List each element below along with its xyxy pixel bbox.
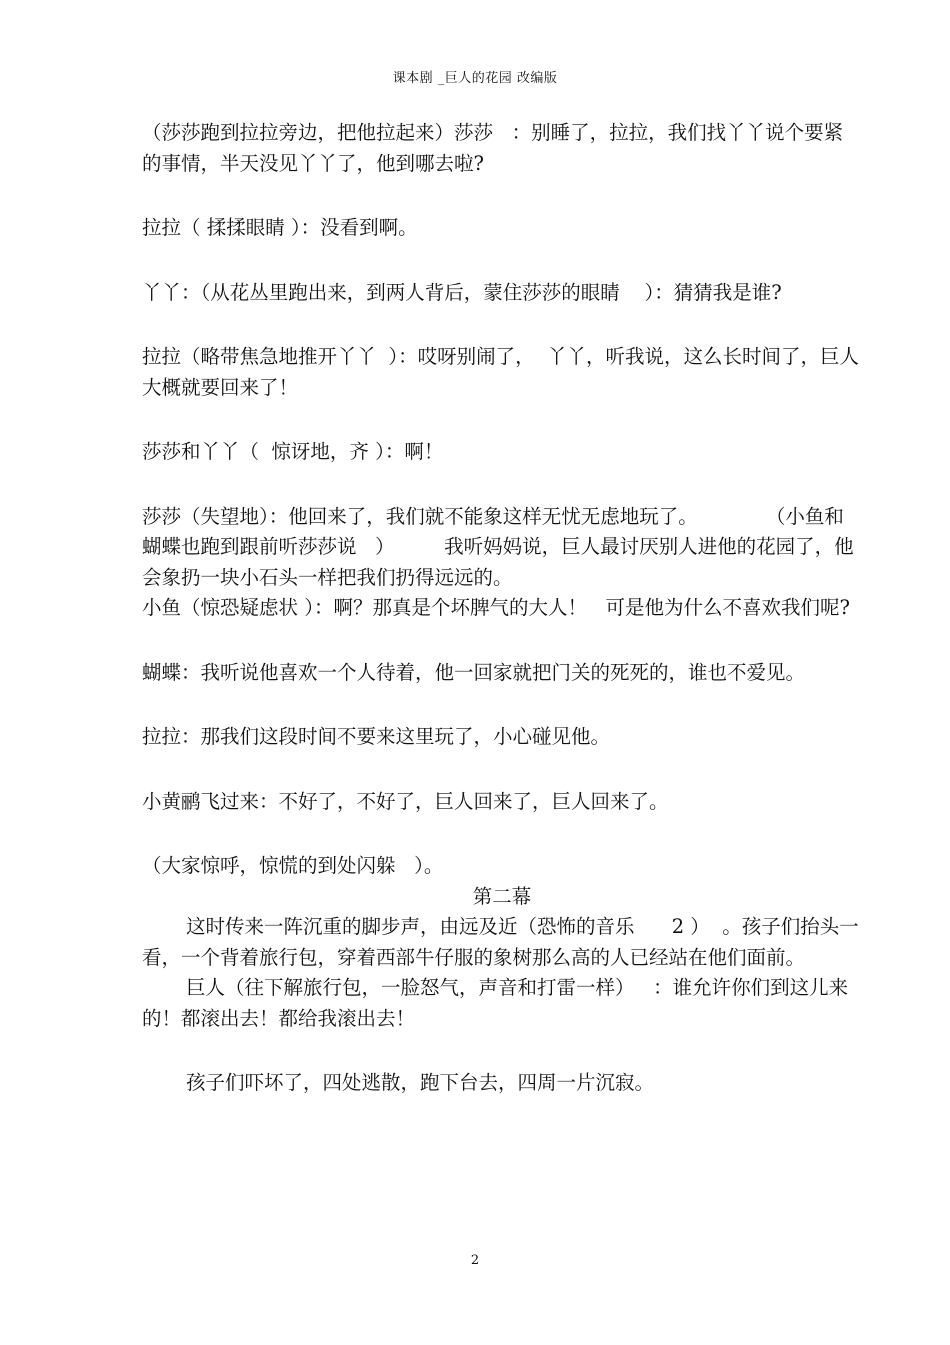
page-number: 2	[470, 1253, 480, 1268]
script-body	[142, 118, 862, 1099]
paragraph-giant-angry: 巨人（往下解旅行包，一脸怒气，声音和打雷一样） ：谁允许你们到这儿来的！都滚出去！都给我滚出去！	[142, 976, 849, 1030]
act-two-title: 第二幕	[472, 884, 532, 908]
paragraph-lala-suggests: 拉拉：那我们这段时间不要来这里玩了，小心碰见他。	[142, 725, 611, 748]
paragraph-sasha-wakes-lala: （莎莎跑到拉拉旁边，把他拉起来）莎莎 ：别睡了，拉拉，我们找丫丫说个要紧的事情，半天没见丫丫了，他到哪去啦?	[142, 121, 844, 175]
paragraph-lala-rubs-eyes: 拉拉（ 揉揉眼睛 ）：没看到啊。	[142, 216, 418, 239]
paragraph-everyone-hides: （大家惊呼，惊慌的到处闪躲 ）。	[142, 854, 444, 877]
paragraph-butterfly: 蝴蝶：我听说他喜欢一个人待着，他一回家就把门关的死死的，谁也不爱见。	[142, 660, 806, 684]
paragraph-yaya-guess: 丫丫：（从花丛里跑出来，到两人背后，蒙住莎莎的眼睛 ）：猜猜我是谁?	[142, 280, 782, 304]
page-header: 课本剧 _巨人的花园 改编版	[392, 71, 558, 86]
paragraph-fish-asks: 小鱼（惊恐疑虑状 ）：啊？那真是个坏脾气的大人！ 可是他为什么不喜欢我们呢?	[142, 596, 850, 619]
paragraph-oriole-alarm: 小黄鹂飞过来：不好了，不好了，巨人回来了，巨人回来了。	[142, 789, 669, 813]
paragraph-sasha-disappointed: 莎莎（失望地）：他回来了，我们就不能象这样无忧无虑地玩了。 （小鱼和蝴蝶也跑到跟前听莎莎说 ） 我听妈妈说，巨人最讨厌别人进他的花园了，他会象扔一块小石头一样把我们扔得远远的。	[142, 504, 854, 589]
paragraph-surprised: 莎莎和丫丫（ 惊讶地，齐 ）：啊！	[142, 440, 444, 463]
paragraph-footsteps: 这时传来一阵沉重的脚步声，由远及近（恐怖的音乐 2 ） 。孩子们抬头一看，一个背着旅行包，穿着西部牛仔服的象树那么高的人已经站在他们面前。	[142, 915, 859, 969]
paragraph-children-flee: 孩子们吓坏了，四处逃散，跑下台去，四周一片沉寂。	[186, 1071, 655, 1094]
paragraph-lala-warns: 拉拉（略带焦急地推开丫丫 ）：哎呀别闹了， 丫丫，听我说，这么长时间了，巨人大概就要回来了！	[142, 345, 860, 399]
